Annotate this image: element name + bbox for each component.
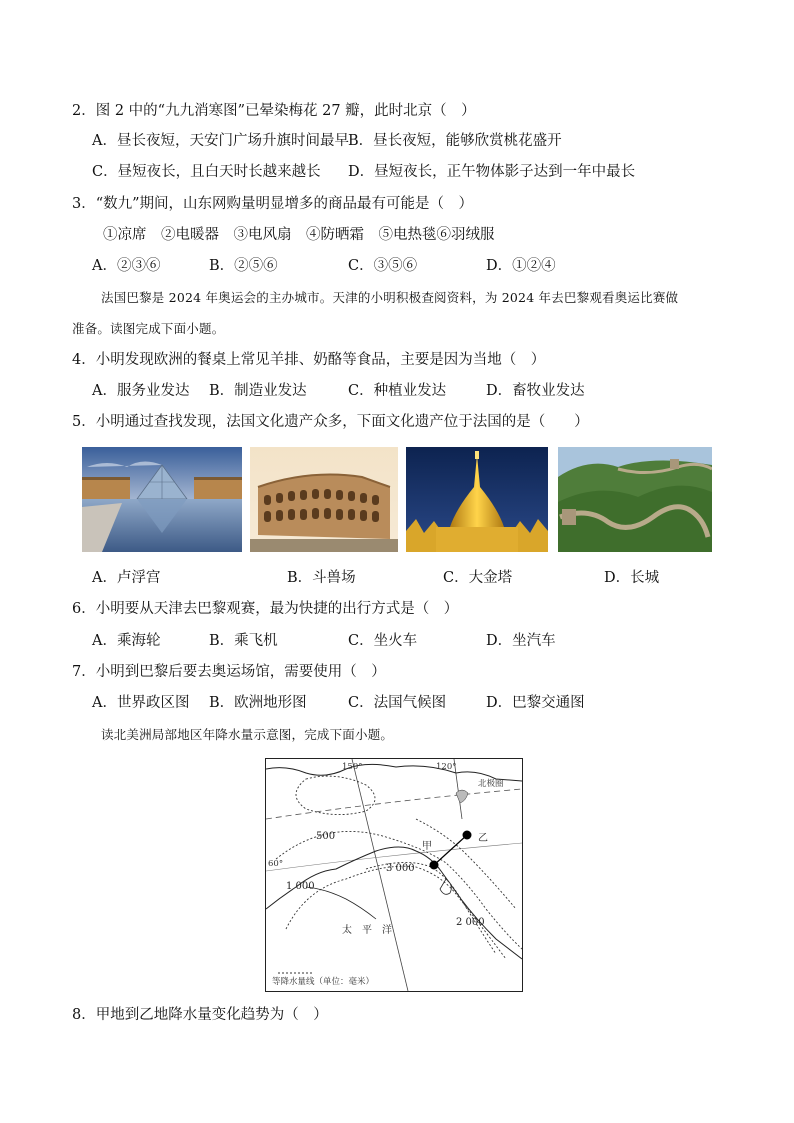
isohyet-3000-label: 3 000 <box>386 863 415 874</box>
q4-option-b[interactable]: B．制造业发达 <box>209 383 307 399</box>
paris-intro-line1: 法国巴黎是 2024 年奥运会的主办城市。天津的小明积极查阅资料，为 2024 年去巴黎观看奥运比赛做 <box>101 290 679 305</box>
q2-stem: 2．图 2 中的“九九消寒图”已晕染梅花 27 瓣，此时北京（ ） <box>72 103 476 119</box>
q3-option-d[interactable]: D．①②④ <box>486 258 556 274</box>
q5-option-b[interactable]: B．斗兽场 <box>287 570 356 586</box>
q7-option-d[interactable]: D．巴黎交通图 <box>486 695 585 711</box>
point-yi-label: 乙 <box>478 833 488 844</box>
q5-stem: 5．小明通过查找发现，法国文化遗产众多，下面文化遗产位于法国的是（ ） <box>72 414 589 430</box>
point-yi-marker <box>463 831 472 840</box>
q3-option-c[interactable]: C．③⑤⑥ <box>348 258 418 274</box>
q3-option-b[interactable]: B．②⑤⑥ <box>209 258 278 274</box>
q6-option-c[interactable]: C．坐火车 <box>348 633 418 649</box>
q5-option-d[interactable]: D．长城 <box>604 570 660 586</box>
louvre-photo <box>82 447 242 552</box>
q3-stem: 3．“数九”期间，山东网购量明显增多的商品最有可能是（ ） <box>72 196 474 212</box>
isohyet-2000-label: 2 000 <box>456 917 485 928</box>
q6-option-a[interactable]: A．乘海轮 <box>92 633 161 649</box>
q6-option-d[interactable]: D．坐汽车 <box>486 633 556 649</box>
lon-120-label: 120° <box>436 762 457 772</box>
q4-option-a[interactable]: A．服务业发达 <box>92 383 190 399</box>
q2-option-c[interactable]: C．昼短夜长，且白天时长越来越长 <box>92 164 321 180</box>
map-intro: 读北美洲局部地区年降水量示意图，完成下面小题。 <box>101 727 394 742</box>
colosseum-photo <box>250 447 398 552</box>
q2-option-a[interactable]: A．昼长夜短，天安门广场升旗时间最早 <box>92 133 349 149</box>
q7-option-a[interactable]: A．世界政区图 <box>92 695 190 711</box>
point-jia-marker <box>430 861 439 870</box>
isohyet-1000-label: 1 000 <box>286 881 315 892</box>
lat-60-label: 60° <box>268 859 284 869</box>
q7-option-c[interactable]: C．法国气候图 <box>348 695 447 711</box>
lon-150-label: 150° <box>342 762 363 772</box>
q2-option-b[interactable]: B．昼长夜短，能够欣赏桃花盛开 <box>348 133 562 149</box>
q4-option-c[interactable]: C．种植业发达 <box>348 383 447 399</box>
q7-stem: 7．小明到巴黎后要去奥运场馆，需要使用（ ） <box>72 664 386 680</box>
q4-option-d[interactable]: D．畜牧业发达 <box>486 383 585 399</box>
q5-option-a[interactable]: A．卢浮宫 <box>92 570 161 586</box>
q3-items: ①凉席 ②电暖器 ③电风扇 ④防晒霜 ⑤电热毯⑥羽绒服 <box>103 227 495 243</box>
point-jia-label: 甲 <box>422 841 432 852</box>
pacific-ocean-label: 太 平 洋 <box>342 925 392 936</box>
paris-intro-line2: 准备。读图完成下面小题。 <box>72 321 225 336</box>
precipitation-map <box>265 758 523 992</box>
golden-pagoda-photo <box>406 447 548 552</box>
q6-option-b[interactable]: B．乘飞机 <box>209 633 278 649</box>
q2-option-d[interactable]: D．昼短夜长，正午物体影子达到一年中最长 <box>348 164 636 180</box>
q7-option-b[interactable]: B．欧洲地形图 <box>209 695 307 711</box>
great-wall-photo <box>558 447 712 552</box>
q8-stem: 8．甲地到乙地降水量变化趋势为（ ） <box>72 1007 328 1023</box>
q6-stem: 6．小明要从天津去巴黎观赛，最为快捷的出行方式是（ ） <box>72 601 459 617</box>
map-legend-label: 等降水量线（单位：毫米） <box>272 977 375 987</box>
q4-stem: 4．小明发现欧洲的餐桌上常见羊排、奶酪等食品，主要是因为当地（ ） <box>72 352 546 368</box>
q5-option-c[interactable]: C．大金塔 <box>443 570 513 586</box>
q3-option-a[interactable]: A．②③⑥ <box>92 258 161 274</box>
arctic-circle-label: 北极圈 <box>478 779 504 789</box>
isohyet-500-label: 500 <box>316 831 336 842</box>
